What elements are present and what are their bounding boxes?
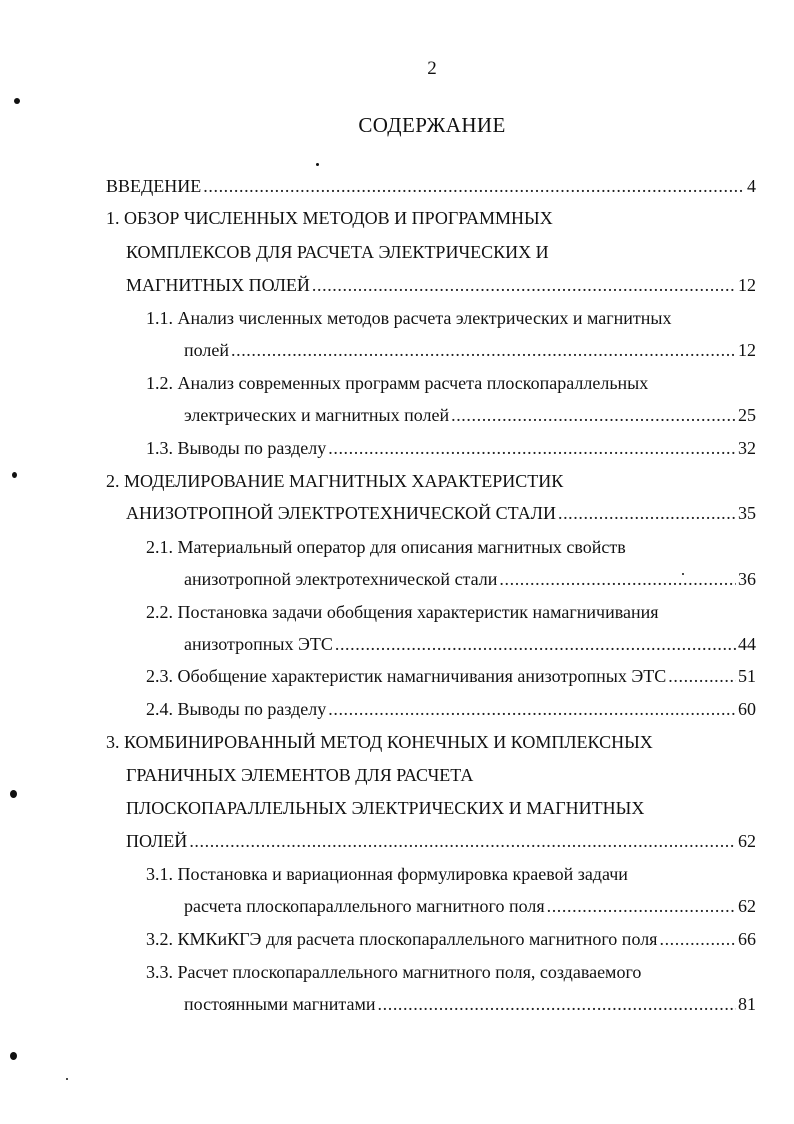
scan-speck [12, 472, 17, 478]
toc-entry-text: КОМПЛЕКСОВ ДЛЯ РАСЧЕТА ЭЛЕКТРИЧЕСКИХ И [126, 242, 549, 262]
toc-entry-text: 2.3. Обобщение характеристик намагничивания анизотропных ЭТС [146, 666, 667, 686]
toc-entry-page: 66 [738, 929, 756, 949]
toc-entry-text: АНИЗОТРОПНОЙ ЭЛЕКТРОТЕХНИЧЕСКОЙ СТАЛИ [126, 503, 556, 523]
toc-entry-page: 25 [738, 405, 756, 425]
scan-speck [66, 1078, 68, 1080]
toc-entry [146, 697, 756, 721]
toc-entry [146, 535, 626, 559]
toc-entry-text: 1.2. Анализ современных программ расчета плоскопараллельных [146, 373, 649, 393]
toc-entry-page: 35 [738, 503, 756, 523]
toc-entry-page: 60 [738, 699, 756, 719]
leader-dots [203, 174, 745, 198]
toc-entry-text: 1.3. Выводы по разделу [146, 438, 327, 458]
toc-entry [126, 501, 756, 525]
toc-entry-page: 62 [738, 831, 756, 851]
toc-entry-text: МАГНИТНЫХ ПОЛЕЙ [126, 275, 310, 295]
leader-dots [335, 632, 736, 656]
page-number: 2 [427, 58, 437, 79]
toc-entry-page: 12 [738, 275, 756, 295]
scan-speck [10, 1052, 17, 1060]
toc-entry-page: 51 [738, 666, 756, 686]
leader-dots [189, 829, 736, 853]
toc-entry [146, 371, 648, 395]
toc-entry-text: 3. КОМБИНИРОВАННЫЙ МЕТОД КОНЕЧНЫХ И КОМПЛЕКСНЫХ [106, 732, 653, 752]
leader-dots [547, 894, 736, 918]
leader-dots [451, 403, 736, 427]
toc-entry-text: 3.2. КМКиКГЭ для расчета плоскопараллельного магнитного поля [146, 929, 658, 949]
toc-entry [126, 240, 549, 264]
toc-entry-text: 2.1. Материальный оператор для описания магнитных свойств [146, 537, 626, 557]
scan-speck [682, 573, 684, 575]
toc-entry-page: 32 [738, 438, 756, 458]
toc-entry-page: 44 [738, 634, 756, 654]
leader-dots [558, 501, 736, 525]
leader-dots [499, 567, 736, 591]
leader-dots [231, 338, 736, 362]
toc-entry-text: ПОЛЕЙ [126, 831, 188, 851]
toc-entry [126, 763, 473, 787]
scan-speck [14, 98, 20, 104]
toc-entry-text: анизотропных ЭТС [184, 634, 333, 654]
toc-entry [146, 862, 628, 886]
toc-entry [106, 206, 553, 230]
leader-dots [328, 436, 736, 460]
toc-entry [184, 894, 756, 918]
toc-entry [146, 927, 756, 951]
toc-entry-text: анизотропной электротехнической стали [184, 569, 498, 589]
scan-speck [10, 790, 17, 798]
leader-dots [378, 992, 736, 1016]
toc-entry-text: электрических и магнитных полей [184, 405, 450, 425]
leader-dots [668, 664, 736, 688]
toc-entry-page: 4 [747, 176, 756, 196]
toc-entry [184, 338, 756, 362]
toc-entry-text: 2.4. Выводы по разделу [146, 699, 327, 719]
toc-entry-text: ВВЕДЕНИЕ [106, 176, 202, 196]
toc-entry [184, 632, 756, 656]
toc-entry [146, 664, 756, 688]
toc-entry-page: 62 [738, 896, 756, 916]
toc-entry-text: 2.2. Постановка задачи обобщения характеристик намагничивания [146, 602, 659, 622]
leader-dots [328, 697, 736, 721]
toc-entry-text: 2. МОДЕЛИРОВАНИЕ МАГНИТНЫХ ХАРАКТЕРИСТИК [106, 471, 564, 491]
toc-entry [106, 730, 653, 754]
toc-entry-text: 3.3. Расчет плоскопараллельного магнитного поля, создаваемого [146, 962, 642, 982]
toc-entry-text: 3.1. Постановка и вариационная формулировка краевой задачи [146, 864, 628, 884]
toc-entry-page: 81 [738, 994, 756, 1014]
toc-entry-text: 1.1. Анализ численных методов расчета электрических и магнитных [146, 308, 672, 328]
toc-entry [184, 567, 756, 591]
toc-entry [126, 273, 756, 297]
toc-entry-text: постоянными магнитами [184, 994, 376, 1014]
toc-entry [146, 960, 641, 984]
scan-speck [316, 163, 319, 166]
toc-entry [146, 600, 659, 624]
leader-dots [312, 273, 736, 297]
toc-title: СОДЕРЖАНИЕ [358, 113, 506, 137]
toc-entry-text: полей [184, 340, 229, 360]
toc-entry-text: расчета плоскопараллельного магнитного поля [184, 896, 545, 916]
toc-entry [106, 174, 756, 198]
toc-entry [146, 306, 671, 330]
toc-entry-text: ПЛОСКОПАРАЛЛЕЛЬНЫХ ЭЛЕКТРИЧЕСКИХ И МАГНИТНЫХ [126, 798, 645, 818]
toc-entry-page: 12 [738, 340, 756, 360]
toc-entry [184, 992, 756, 1016]
toc-entry-page: 36 [738, 569, 756, 589]
toc-entry [126, 796, 644, 820]
toc-entry [184, 403, 756, 427]
toc-entry [126, 829, 756, 853]
toc-entry [146, 436, 756, 460]
toc-entry-text: 1. ОБЗОР ЧИСЛЕННЫХ МЕТОДОВ И ПРОГРАММНЫХ [106, 208, 553, 228]
leader-dots [659, 927, 736, 951]
toc-entry [106, 469, 563, 493]
toc-entry-text: ГРАНИЧНЫХ ЭЛЕМЕНТОВ ДЛЯ РАСЧЕТА [126, 765, 474, 785]
